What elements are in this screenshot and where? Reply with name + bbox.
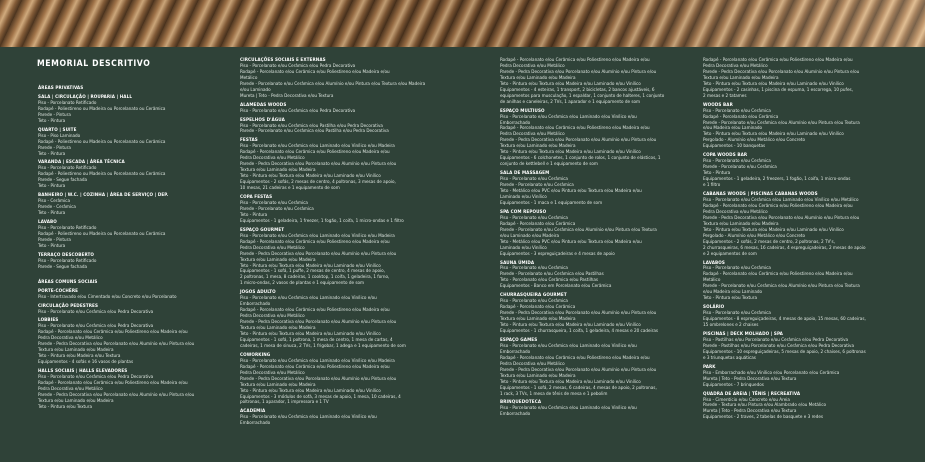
spec-line: Parede - Porcelanato e/ou Cerâmica e/ou Alumínio e/ou Pintura e/ou Textura bbox=[500, 227, 657, 233]
column-2 bbox=[240, 58, 490, 427]
spec-section bbox=[703, 150, 903, 189]
spec-line: Parede - Pintura bbox=[38, 237, 71, 243]
section-heading: JOGOS ADULTO bbox=[240, 290, 276, 296]
spec-line: Textura e/ou Laminado e/ou Madeira bbox=[500, 317, 576, 323]
spec-section bbox=[240, 115, 490, 136]
spec-line: Rodapé - Porcelanato e/ou Cerâmica bbox=[703, 114, 779, 120]
spec-line: Parede - Pedra Decorativa e/ou Porcelanato e/ou Alumínio e/ou Pintura e/ou bbox=[703, 69, 860, 75]
spec-line: de anilhas e caneleiras, 2 TVs, 1 aparador e 1 equipamento de som bbox=[500, 99, 641, 105]
spec-line: e 3 triunquetas aquáticas bbox=[703, 355, 756, 361]
spec-line: Teto - Pintura e/ou Textura e/ou Madeira e/ou Laminado e/ou Vinílico bbox=[703, 132, 844, 138]
page-title: MEMORIAL DESCRITIVO bbox=[37, 59, 151, 69]
section-heading: ESPAÇO MULTIUSO bbox=[500, 108, 545, 114]
spec-line: Teto - Pintura e/ou Textura e/ou Madeira e/ou Laminado e/ou Vinílico bbox=[500, 379, 641, 385]
spec-section bbox=[240, 58, 490, 100]
spec-line: Rodapé - Porcelanato e/ou Cerâmica e/ou Poliestireno e/ou Madeira e/ou bbox=[703, 203, 853, 209]
spec-line: Parede - Pedra Decorativa e/ou Porcelanato e/ou Alumínio e/ou Pintura e/ou bbox=[500, 311, 657, 317]
spec-line: Textura e/ou Laminado e/ou Madeira bbox=[38, 348, 114, 354]
spec-line: Piso - Cimentício e/ou Concreto e/ou Areia bbox=[703, 397, 790, 403]
spec-line: Equipamentos - 4 esteiras, 1 transport, 2 bicicletas, 2 bancos ajustáveis, 6 bbox=[500, 87, 655, 93]
spec-line: Emborrachado bbox=[500, 349, 531, 355]
spec-line: Teto - Pintura bbox=[240, 212, 268, 218]
spec-line: Piso - Cerâmica bbox=[38, 199, 70, 205]
spec-line: Parede - Porcelanato e/ou Cerâmica e/ou Alumínio e/ou Pintura e/ou Textura bbox=[703, 284, 860, 290]
spec-line: Piso - Porcelanato e/ou Cerâmica bbox=[703, 159, 771, 165]
spec-line: Teto - Porcelanato e/ou Cerâmica e/ou Pastilhas bbox=[500, 278, 599, 284]
spec-line: Teto - Metálico e/ou PVC e/ou Pintura e/ou Textura e/ou Madeira e/ou bbox=[500, 239, 642, 245]
spec-line: Piso - Porcelanato e/ou Cerâmica bbox=[500, 266, 568, 272]
section-heading: PISCINAS | DECK MOLHADO | SPA bbox=[703, 331, 783, 337]
spec-line: Parede - Pedra Decorativa e/ou Porcelanato e/ou Alumínio e/ou Pintura e/ou bbox=[240, 251, 397, 257]
section-heading: CIRCULAÇÕES SOCIAIS E EXTERNAS bbox=[240, 58, 326, 63]
spec-line: Equipamentos - 3 espreguiçadeiras e 4 mesas de apoio bbox=[500, 251, 615, 257]
spec-line: e/ou Madeira e/ou Laminado bbox=[703, 126, 763, 132]
spec-line: Teto - Pintura e/ou Textura e/ou Madeira e/ou Laminado e/ou Vinílico bbox=[240, 388, 381, 394]
spec-line: Pedra Decorativa e/ou Metálico bbox=[38, 386, 103, 392]
spec-section bbox=[703, 100, 903, 151]
spec-line: Piso - Porcelanato e/ou Cerâmica e/ou Pedra Decorativa bbox=[38, 324, 154, 330]
section-heading: QUADRA DE AREIA | TÊNIS | RECREATIVA bbox=[703, 391, 801, 397]
spec-line: Equipamentos - 2 casinhas, 1 piscina de espuma, 1 escorrega, 10 pufes, bbox=[703, 87, 853, 93]
spec-line: Laminado e/ou Vinílico bbox=[500, 194, 547, 200]
spec-line: Piso - Piso Laminado bbox=[38, 133, 81, 139]
spec-line: Piso - Porcelanato e/ou Cerâmica e/ou Laminado e/ou Vinílico e/ou bbox=[500, 114, 637, 120]
spec-section bbox=[38, 125, 223, 158]
spec-section bbox=[240, 406, 490, 427]
spec-line: Parede - Porcelanato e/ou Cerâmica e/ou Alumínio e/ou Pintura e/ou Textura e/ou Madeira bbox=[240, 81, 426, 87]
spec-line: Teto - Pintura bbox=[38, 151, 66, 157]
spec-line: Parede - Porcelanato e/ou Cerâmica bbox=[500, 183, 574, 189]
spec-line: Equipamentos - 1 sofá, 1 puffe, 2 mesas de centro, 4 mesas de apoio, bbox=[240, 269, 385, 275]
spec-line: Teto - Pintura e/ou Textura e/ou Madeira e/ou Laminado e/ou Vinílico bbox=[240, 174, 381, 180]
spec-line: Piso - Porcelanato e/ou Cerâmica e/ou Laminado e/ou Vinílico e/ou bbox=[240, 415, 377, 421]
spec-line: Mureta | Teto - Pedra Decorativa e/ou Textura bbox=[703, 409, 797, 415]
spec-section bbox=[703, 329, 903, 362]
spec-section bbox=[703, 189, 903, 257]
spec-line: equipamentos para musculação, 1 espaldar, 1 conjunto de halteres, 1 conjunto bbox=[500, 93, 665, 99]
spec-line: Piso - Porcelanato e/ou Cerâmica bbox=[703, 266, 771, 272]
spec-line: Rodapé - Porcelanato e/ou Cerâmica bbox=[500, 221, 576, 227]
section-heading: CHURRASQUEIRA GOURMET bbox=[500, 293, 567, 299]
spec-line: Parede - Pedra Decorativa e/ou Porcelanato e/ou Alumínio e/ou Pintura e/ou bbox=[38, 342, 195, 348]
spec-line: Textura e/ou Laminado e/ou Madeira bbox=[240, 382, 316, 388]
section-heading: LAVABOS bbox=[703, 260, 725, 266]
spec-line: Rodapé - Porcelanato e/ou Cerâmica e/ou Poliestireno e/ou Madeira e/ou bbox=[703, 58, 853, 63]
section-heading: CIRCULAÇÃO PEDESTRES bbox=[38, 303, 99, 309]
section-heading: LAVABO bbox=[38, 220, 57, 226]
spec-line: Parede - Porcelanato e/ou Cerâmica e/ou Pastilha e/ou Pedra Decorativa bbox=[240, 129, 389, 135]
section-heading: WOODS BAR bbox=[703, 102, 733, 108]
section-heading: COPA FESTAS bbox=[240, 195, 273, 201]
spec-line: Rodapé - Porcelanato e/ou Cerâmica e/ou Poliestireno e/ou Madeira e/ou bbox=[240, 239, 390, 245]
spec-line: Pedra Decorativa e/ou Metálico bbox=[240, 314, 305, 320]
spec-line: Equipamentos - 1 geladeira, 2 freezers, 1 fogão, 1 coifa, 1 micro-ondas bbox=[703, 177, 851, 183]
section-heading: SAUNA ÚMIDA bbox=[500, 260, 535, 266]
spec-line: Parede - Pedra Decorativa e/ou Porcelanato e/ou Alumínio e/ou Pintura e/ou bbox=[240, 376, 397, 382]
spec-line: e 2 equipamentos de som bbox=[703, 251, 757, 257]
spec-line: Parede - Porcelanato e/ou Cerâmica bbox=[703, 165, 777, 171]
spec-line: Teto - Pintura e/ou Madeira e/ou Textura bbox=[38, 354, 121, 360]
spec-line: Teto - Pintura e/ou Textura e/ou Madeira e/ou Laminado e/ou Vinílico bbox=[703, 227, 844, 233]
spec-line: Rodapé - Poliestireno ou Madeira ou Porcelanato ou Cerâmica bbox=[38, 106, 166, 112]
spec-line: Mureta | Teto - Pedra Decorativa e/ou Textura bbox=[240, 93, 334, 99]
spec-line: Pedra Decorativa e/ou Metálico bbox=[500, 361, 565, 367]
spec-section bbox=[703, 362, 903, 389]
spec-line: Rodapé - Porcelanato e/ou Cerâmica e/ou Poliestireno e/ou Madeira e/ou bbox=[240, 69, 390, 75]
spec-line: Teto - Pintura e/ou Textura bbox=[703, 296, 758, 302]
spec-line: Teto - Pintura e/ou Textura e/ou Madeira e/ou Laminado e/ou Vinílico bbox=[240, 263, 381, 269]
spec-section bbox=[240, 225, 490, 288]
spec-line: Equipamentos - 1 maca e 1 equipamento de som bbox=[500, 200, 603, 206]
spec-line: Piso - Porcelanato e/ou Cerâmica e/ou Laminado e/ou Vinílico e/ou Madeira bbox=[240, 233, 395, 239]
spec-line: Rodapé - Porcelanato e/ou Cerâmica e/ou Poliestireno e/ou Madeira e/ou bbox=[240, 364, 390, 370]
spec-line: Rodapé - Porcelanato e/ou Cerâmica e/ou Poliestireno e/ou Madeira e/ou bbox=[500, 58, 650, 63]
spec-section bbox=[500, 58, 695, 106]
spec-line: Piso - Porcelanato e/ou Cerâmica bbox=[703, 108, 771, 114]
spec-line: Parede - Pedra Decorativa e/ou Porcelanato e/ou Alumínio e/ou Pintura e/ou bbox=[500, 367, 657, 373]
spec-line: Laminado e/ou Vinílico bbox=[500, 245, 547, 251]
spec-section bbox=[500, 207, 695, 258]
spec-line: Pedra Decorativa e/ou Metálico bbox=[240, 370, 305, 376]
spec-line: Pedra Decorativa e/ou Metálico bbox=[240, 245, 305, 251]
section-heading: FESTAS bbox=[240, 138, 258, 144]
spec-line: Equipamentos - 1 sofá, 1 poltrona, 1 mesa de centro, 1 mesa de cartas, 4 bbox=[240, 337, 393, 343]
section-heading: TERRAÇO DESCOBERTO bbox=[38, 252, 95, 258]
spec-section bbox=[500, 290, 695, 335]
spec-line: Textura e/ou Laminado e/ou Madeira bbox=[240, 257, 316, 263]
spec-line: Rodapé - Porcelanato e/ou Cerâmica e/ou Poliestireno e/ou Madeira e/ou bbox=[703, 272, 853, 278]
spec-line: e/ou Madeira e/ou Laminado bbox=[703, 290, 763, 296]
spec-section bbox=[38, 92, 223, 125]
spec-line: Pedra Decorativa e/ou Metálico bbox=[703, 209, 768, 215]
spec-line: Teto - Pintura e/ou Textura e/ou Madeira e/ou Laminado e/ou Vinílico bbox=[500, 81, 641, 87]
spec-line: Piso - Porcelanato e/ou Cerâmica bbox=[240, 200, 308, 206]
spec-section bbox=[500, 397, 695, 418]
section-heading: HALLS SOCIAIS | HALLS ELEVADORES bbox=[38, 369, 128, 375]
spec-line: conjunto de kettlebell e 1 equipamento de som bbox=[500, 162, 598, 168]
section-heading: ESPAÇO GOURMET bbox=[240, 227, 285, 233]
spec-line: Pedra Decorativa e/ou Metálico bbox=[703, 63, 768, 69]
spec-line: poltronas, 1 aparador, 1 impressora e 1 TV bbox=[240, 400, 329, 406]
spec-line: Emborrachado bbox=[500, 412, 531, 418]
spec-line: Rodapé - Porcelanato e/ou Cerâmica bbox=[500, 305, 576, 311]
spec-line: Piso - Porcelanato Retificado bbox=[38, 258, 97, 264]
spec-line: Piso - Porcelanato e/ou Cerâmica e/ou Pedra Decorativa bbox=[38, 375, 154, 381]
spec-line: Pergolado - Alumínio e/ou Metálico e/ou Concreto bbox=[703, 233, 806, 239]
spec-line: Teto - Pintura bbox=[38, 118, 66, 124]
spec-line: Teto - Pintura bbox=[38, 243, 66, 249]
section-heading: SOLÁRIO bbox=[703, 305, 725, 311]
spec-line: Teto - Pintura e/ou Textura e/ou Madeira e/ou Laminado e/ou Vinílico bbox=[240, 331, 381, 337]
spec-section bbox=[240, 192, 490, 225]
spec-line: Parede - Pintura bbox=[38, 145, 71, 151]
section-heading: SALA DE MASSAGEM bbox=[500, 171, 550, 177]
spec-line: Piso - Porcelanato e/ou Cerâmica bbox=[703, 311, 771, 317]
spec-section bbox=[703, 302, 903, 329]
section-heading: SPA COM REPOUSO bbox=[500, 209, 547, 215]
spec-line: Teto - Pintura bbox=[38, 184, 66, 190]
spec-section bbox=[38, 217, 223, 250]
spec-line: Equipamentos - 1 churrasqueira, 1 coifa, 1 geladeira, 4 mesas e 20 cadeiras bbox=[500, 328, 659, 334]
spec-line: Piso - Pastilhas e/ou Porcelanato e/ou Cerâmica e/ou Pedra Decorativa bbox=[703, 337, 849, 343]
spec-section bbox=[240, 350, 490, 407]
spec-line: Parede - Segue fachada bbox=[38, 178, 88, 184]
spec-line: Piso - Porcelanato e/ou Cerâmica e/ou Pedra Decorativa bbox=[240, 108, 356, 114]
spec-line: Piso - Porcelanato e/ou Cerâmica e/ou Laminado e/ou Vinílico e/ou Madeira bbox=[240, 144, 395, 150]
spec-line: Rodapé - Porcelanato e/ou Cerâmica e/ou Poliestireno e/ou Madeira e/ou bbox=[240, 308, 390, 314]
spec-line: Piso - Porcelanato e/ou Cerâmica bbox=[500, 215, 568, 221]
spec-line: Piso - Porcelanato e/ou Cerâmica e/ou Pedra Decorativa bbox=[38, 309, 154, 315]
section-heading: ÁREAS PRIVATIVAS bbox=[38, 86, 84, 91]
spec-section bbox=[703, 389, 903, 422]
section-heading: PARK bbox=[703, 364, 716, 370]
spec-line: Parede - Porcelanato e/ou Cerâmica e/ou Pastilhas bbox=[500, 272, 604, 278]
spec-section bbox=[38, 250, 223, 271]
section-heading: COWORKING bbox=[240, 352, 271, 358]
spec-line: Piso - Intertravado e/ou Cimentado e/ou Concreto e/ou Porcelanato bbox=[38, 294, 177, 300]
spec-line: e/ou Laminado bbox=[240, 87, 271, 93]
spec-line: Pedra Decorativa e/ou Metálico bbox=[38, 336, 103, 342]
spec-section bbox=[38, 301, 223, 316]
spec-section bbox=[500, 168, 695, 207]
spec-line: 2 poltronas, 1 mesa, 8 cadeiras, 1 cooktop, 1 coifa, 1 geladeira, 1 forno, bbox=[240, 275, 390, 281]
spec-line: 1 micro-ondas, 2 vasos de plantas e 1 equipamento de som bbox=[240, 281, 365, 287]
spec-line: Rodapé - Porcelanato e/ou Cerâmica e/ou Poliestireno e/ou Madeira e/ou bbox=[38, 380, 188, 386]
spec-line: Parede - Pedra Decorativa e/ou Porcelanato e/ou Alumínio e/ou Pintura e/ou bbox=[240, 320, 397, 326]
section-heading: ALAMEDAS WOODS bbox=[240, 102, 287, 108]
spec-line: Textura e/ou Laminado e/ou Madeira bbox=[500, 144, 576, 150]
spec-line: Equipamentos - 10 espreguiçadeiras, 5 mesas de apoio, 2 chaises, 6 poltronas bbox=[703, 349, 866, 355]
spec-line: Equipamentos - 10 banquetas bbox=[703, 144, 766, 150]
spec-line: Metálico bbox=[703, 278, 721, 284]
spec-line: Parede - Pintura bbox=[38, 112, 71, 118]
spec-line: Piso - Porcelanato e/ou Cerâmica bbox=[500, 177, 568, 183]
spec-line: Textura e/ou Laminado e/ou Madeira bbox=[703, 75, 779, 81]
spec-line: Parede - Pedra Decorativa e/ou Porcelanato e/ou Alumínio e/ou Pintura e/ou bbox=[240, 162, 397, 168]
spec-line: Piso - Emborrachado e/ou Vinílico e/ou Porcelanato e/ou Cerâmica bbox=[703, 370, 840, 376]
spec-line: Parede - Porcelanato e/ou Cerâmica bbox=[240, 206, 314, 212]
spec-line: Equipamentos - 4 sofás e 16 vasos de plantas bbox=[38, 360, 134, 366]
spec-section bbox=[500, 258, 695, 291]
spec-line: Pedra Decorativa e/ou Metálico bbox=[500, 63, 565, 69]
spec-section bbox=[240, 135, 490, 192]
spec-line: Teto - Pintura e/ou Textura e/ou Madeira e/ou Laminado e/ou Vinílico bbox=[703, 81, 844, 87]
spec-line: Pedra Decorativa e/ou Metálico bbox=[500, 132, 565, 138]
spec-line: Teto - Pintura e/ou Textura e/ou Madeira e/ou Laminado e/ou Vinílico bbox=[500, 150, 641, 156]
spec-line: Rodapé - Porcelanato e/ou Cerâmica e/ou Poliestireno e/ou Madeira e/ou bbox=[38, 330, 188, 336]
spec-line: Metálico bbox=[240, 75, 258, 81]
spec-section bbox=[703, 58, 903, 100]
section-heading: ESPELHOS D'ÁGUA bbox=[240, 117, 285, 123]
section-heading: ACADEMIA bbox=[240, 409, 266, 415]
spec-line: Equipamentos - 2 sofás, 2 mesas de centro, 2 poltronas, 2 TV's, bbox=[703, 239, 835, 245]
spec-line: Textura e/ou Laminado e/ou Madeira bbox=[240, 168, 316, 174]
spec-line: 10 mesas, 21 cadeiras e 1 equipamento de som bbox=[240, 186, 340, 192]
spec-line: Equipamentos - 1 geladeira, 1 freezer, 1 fogão, 1 coifa, 1 micro-ondas e 1 filtro bbox=[240, 218, 404, 224]
column-3 bbox=[500, 58, 695, 418]
spec-section bbox=[240, 100, 490, 115]
spec-line: Parede - Segue fachada bbox=[38, 264, 88, 270]
spec-line: Piso - Porcelanato e/ou Cerâmica e/ou Laminado e/ou Vinílico e/ou bbox=[500, 343, 637, 349]
spec-line: Equipamentos - 7 brinquedos bbox=[703, 382, 764, 388]
spec-line: Teto - Pintura bbox=[703, 171, 731, 177]
spec-section bbox=[500, 106, 695, 169]
spec-line: Parede - Pedra Decorativa e/ou Porcelanato e/ou Alumínio e/ou Pintura e/ou bbox=[38, 392, 195, 398]
spec-section bbox=[38, 157, 223, 190]
spec-line: Rodapé - Porcelanato e/ou Cerâmica e/ou Poliestireno e/ou Madeira e/ou bbox=[500, 355, 650, 361]
spec-line: Teto - Metálico e/ou PVC e/ou Pintura e/ou Textura e/ou Madeira e/ou bbox=[500, 189, 642, 195]
section-heading: BRINQUEDOTECA bbox=[500, 400, 542, 406]
section-heading: VARANDA | ESCADA | ÁREA TÉCNICA bbox=[38, 160, 125, 166]
spec-line: Textura e/ou Laminado e/ou Madeira bbox=[500, 373, 576, 379]
spec-line: Parede - Pastilhas e/ou Porcelanato e/ou Cerâmica e/ou Pedra Decorativa bbox=[703, 343, 854, 349]
spec-line: Piso - Porcelanato e/ou Cerâmica e/ou Laminado e/ou Vinílico e/ou bbox=[500, 406, 637, 412]
spec-line: Piso - Porcelanato e/ou Cerâmica e/ou Laminado e/ou Vinílico e/ou Madeira bbox=[240, 358, 395, 364]
spec-line: Piso - Porcelanato e/ou Cerâmica e/ou Laminado e/ou Vinílico e/ou Metálico bbox=[703, 197, 859, 203]
spec-line: Textura e/ou Laminado e/ou Madeira bbox=[500, 75, 576, 81]
spec-line: 2 mesas e 2 tatames bbox=[703, 93, 747, 99]
spec-line: Piso - Porcelanato Retificado bbox=[38, 100, 97, 106]
spec-line: Parede - Pedra Decorativa e/ou Porcelanato e/ou Alumínio e/ou Pintura e/ou bbox=[500, 138, 657, 144]
spec-line: Textura e/ou Laminado e/ou Madeira bbox=[240, 326, 316, 332]
spec-line: Parede - Porcelanato e/ou Cerâmica e/ou Alumínio e/ou Pintura e/ou Textura bbox=[703, 120, 860, 126]
section-heading: ÁREAS COMUNS SOCIAIS bbox=[38, 279, 98, 285]
spec-line: Textura e/ou Laminado e/ou Madeira bbox=[703, 221, 779, 227]
spec-section bbox=[240, 287, 490, 350]
section-heading: QUARTO | SUITE bbox=[38, 127, 77, 133]
spec-line: Piso - Porcelanato e/ou Cerâmica e/ou Pedra Decorativa bbox=[240, 63, 356, 69]
spec-line: Rodapé - Poliestireno ou Madeira ou Porcelanato ou Cerâmica bbox=[38, 139, 166, 145]
spec-line: e/ou Laminado e/ou Madeira bbox=[500, 233, 560, 239]
spec-section bbox=[38, 315, 223, 366]
section-heading: COPA WOODS BAR bbox=[703, 153, 748, 159]
spec-line: Emborrachado bbox=[240, 421, 271, 427]
spec-line: Parede - Textura e/ou Pintura e/ou Alambrado e/ou Metálico bbox=[703, 403, 827, 409]
spec-line: Equipamentos - Banco em Porcelanato e/ou Cerâmica bbox=[500, 284, 612, 290]
spec-line: Teto - Pintura e/ou Textura e/ou Madeira e/ou Laminado e/ou Vinílico bbox=[500, 323, 641, 329]
spec-section bbox=[38, 190, 223, 217]
spec-line: Emborrachado bbox=[240, 302, 271, 308]
spec-line: Equipamentos - 1 sofá, 2 mesas, 6 cadeiras, 4 mesas de apoio, 2 poltronas, bbox=[500, 385, 657, 391]
spec-line: Rodapé - Porcelanato e/ou Cerâmica e/ou Poliestireno e/ou Madeira e/ou bbox=[500, 126, 650, 132]
section-heading: BANHEIRO | W.C. | COZINHA | ÁREA DE SERVIÇO | DEP. bbox=[38, 193, 169, 199]
spec-line: Teto - Pintura e/ou Textura bbox=[38, 404, 93, 410]
spec-section bbox=[38, 286, 223, 301]
spec-line: Equipamentos - 2 traves, 2 tabelas de basquete e 3 redes bbox=[703, 415, 824, 421]
spec-line: 2 churrasqueiras, 6 mesas, 16 cadeiras, 4 espreguiçadeiras, 2 mesas de apoio bbox=[703, 245, 866, 251]
spec-line: Equipamentos - 2 sofás, 2 mesas de centro, 4 poltronas, 3 mesas de apoio, bbox=[240, 180, 396, 186]
section-heading: CABANAS WOODS | PISCINAS CABANAS WOODS bbox=[703, 192, 818, 198]
spec-line: Parede - Cerâmica bbox=[38, 205, 76, 211]
section-heading: ESPAÇO GAMES bbox=[500, 337, 538, 343]
spec-line: Piso - Porcelanato Retificado bbox=[38, 226, 97, 232]
spec-line: Textura e/ou Laminado e/ou Madeira bbox=[38, 398, 114, 404]
spec-section bbox=[38, 366, 223, 411]
spec-line: Mureta | Teto - Pedra Decorativa e/ou Textura bbox=[703, 376, 797, 382]
spec-line: 1 rack, 3 TVs, 1 mesa de tênis de mesa e 1 pebolim bbox=[500, 391, 608, 397]
spec-section bbox=[703, 258, 903, 303]
spec-line: e 1 filtro bbox=[703, 183, 721, 189]
spec-line: Piso - Porcelanato e/ou Cerâmica bbox=[500, 299, 568, 305]
spec-line: Piso - Porcelanato e/ou Cerâmica e/ou Laminado e/ou Vinílico e/ou bbox=[240, 296, 377, 302]
spec-line: Teto - Pintura bbox=[38, 211, 66, 217]
spec-line: Piso - Porcelanato Retificado bbox=[38, 166, 97, 172]
spec-line: Parede - Pedra Decorativa e/ou Porcelanato e/ou Alumínio e/ou Pintura e/ou bbox=[500, 69, 657, 75]
spec-line: cadeiras, 1 mesa de sinuca, 2 TVs, 1 frigobar, 1 adega e 1 equipamento de som bbox=[240, 343, 406, 349]
spec-section bbox=[500, 335, 695, 398]
spec-line: Parede - Pedra Decorativa e/ou Porcelanato e/ou Alumínio e/ou Pintura e/ou bbox=[703, 215, 860, 221]
spec-line: Pergolado - Alumínio e/ou Metálico e/ou Concreto bbox=[703, 138, 806, 144]
spec-section bbox=[38, 277, 223, 286]
spec-line: 15 ombrelones e 2 chaises bbox=[703, 323, 759, 329]
spec-line: Equipamentos - 3 módulos de sofá, 3 mesas de apoio, 1 mesa, 10 cadeiras, 4 bbox=[240, 394, 401, 400]
spec-line: Rodapé - Poliestireno ou Madeira ou Porcelanato ou Cerâmica bbox=[38, 231, 166, 237]
spec-line: Piso - Porcelanato e/ou Cerâmica e/ou Pastilha e/ou Pedra Decorativa bbox=[240, 123, 383, 129]
section-heading: PORTE-COCHÈRE bbox=[38, 288, 79, 294]
spec-line: Rodapé - Porcelanato e/ou Cerâmica e/ou Poliestireno e/ou Madeira e/ou bbox=[240, 150, 390, 156]
spec-line: Emborrachado bbox=[500, 120, 531, 126]
wood-slat-banner-image bbox=[0, 0, 925, 47]
section-heading: LOBBIES bbox=[38, 318, 59, 324]
column-4 bbox=[703, 58, 903, 421]
spec-line: Pedra Decorativa e/ou Metálico bbox=[240, 156, 305, 162]
spec-line: Equipamentos - 6 colchonetes, 1 conjunto de rolos, 1 conjunto de elásticos, 1 bbox=[500, 156, 661, 162]
section-heading: SALA | CIRCULAÇÃO | ROUPARIA | HALL bbox=[38, 94, 133, 100]
column-1 bbox=[38, 86, 223, 411]
spec-line: Equipamentos - 8 espreguiçadeiras, 4 mesas de apoio, 15 mesas, 60 cadeiras, bbox=[703, 317, 866, 323]
spec-line: Rodapé - Poliestireno ou Madeira ou Porcelanato ou Cerâmica bbox=[38, 172, 166, 178]
